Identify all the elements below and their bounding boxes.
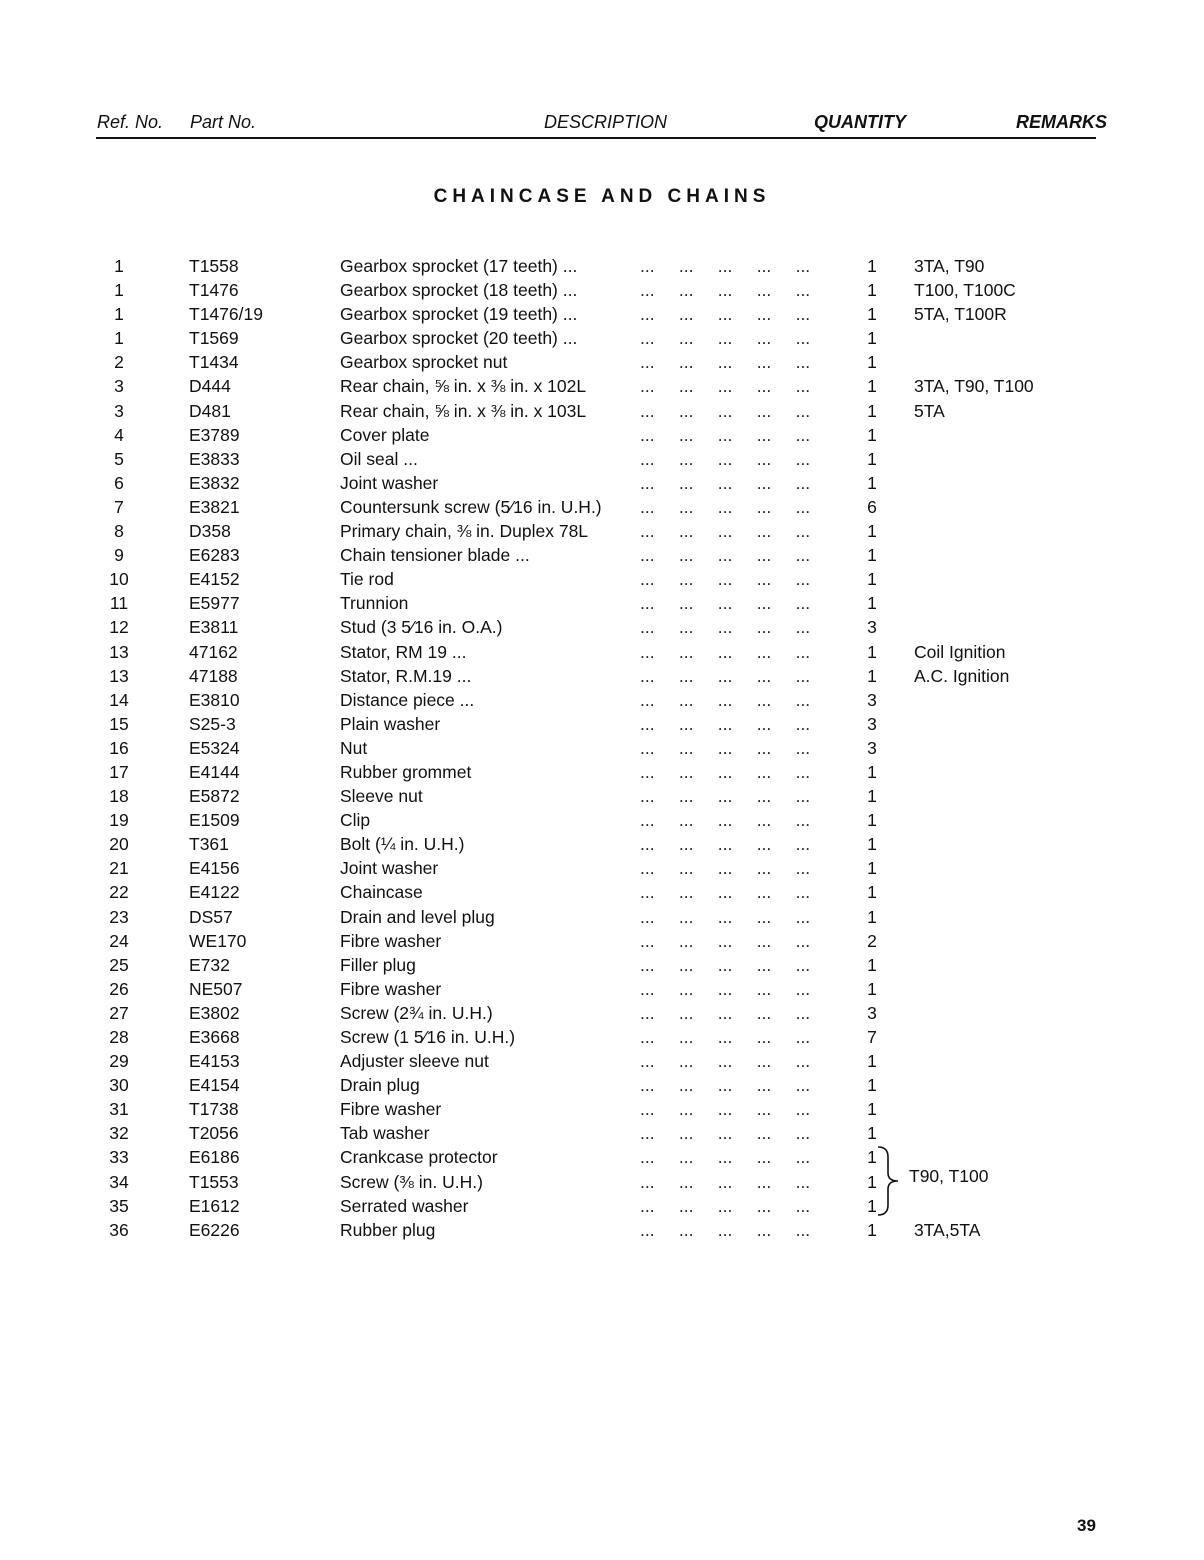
table-row [0, 1147, 1204, 1171]
ref-cell: 19 [109, 810, 129, 831]
part-number-cell: E1509 [189, 810, 240, 831]
part-number-cell: E4156 [189, 858, 240, 879]
leader-dots: ... ... ... ... ... [640, 1075, 811, 1096]
leader-dots: ... ... ... ... ... [640, 954, 811, 975]
ref-cell: 35 [109, 1195, 129, 1216]
part-number-cell: D481 [189, 400, 231, 421]
quantity-cell: 1 [867, 882, 877, 903]
description-cell: Gearbox sprocket nut [340, 352, 508, 373]
remarks-cell: 5TA, T100R [914, 304, 1007, 325]
part-number-cell: E5324 [189, 737, 240, 758]
table-row [0, 1075, 1204, 1099]
leader-dots: ... ... ... ... ... [640, 1123, 811, 1144]
description-cell: Fibre washer [340, 978, 442, 999]
remarks-cell: A.C. Ignition [914, 665, 1010, 686]
remarks-cell: 3TA, T90 [914, 256, 985, 276]
leader-dots: ... ... ... ... ... [640, 1147, 811, 1168]
table-row [0, 810, 1204, 834]
part-number-cell: D444 [189, 376, 231, 397]
quantity-cell: 1 [867, 761, 877, 782]
description-cell: Rubber grommet [340, 761, 472, 782]
description-cell: Screw (1 5⁄16 in. U.H.) [340, 1027, 516, 1047]
ref-cell: 14 [109, 689, 129, 710]
table-row [0, 762, 1204, 786]
leader-dots: ... ... ... ... ... [640, 521, 811, 542]
description-cell: Crankcase protector [340, 1147, 498, 1168]
quantity-cell: 7 [867, 1027, 877, 1047]
ref-cell: 12 [109, 617, 129, 638]
table-row [0, 1051, 1204, 1075]
quantity-cell: 1 [867, 1147, 877, 1168]
leader-dots: ... ... ... ... ... [640, 424, 811, 445]
page-number: 39 [1077, 1516, 1096, 1535]
ref-cell: 23 [109, 906, 129, 927]
table-row [0, 1123, 1204, 1147]
ref-cell: 2 [114, 352, 124, 373]
ref-cell: 22 [109, 882, 129, 903]
leader-dots: ... ... ... ... ... [640, 786, 811, 807]
ref-cell: 26 [109, 978, 129, 999]
ref-cell: 5 [114, 448, 124, 469]
quantity-cell: 1 [867, 352, 877, 373]
table-row [0, 1003, 1204, 1027]
part-number-cell: T1738 [189, 1099, 239, 1120]
description-cell: Sleeve nut [340, 786, 423, 807]
quantity-cell: 2 [867, 930, 877, 951]
leader-dots: ... ... ... ... ... [640, 737, 811, 758]
leader-dots: ... ... ... ... ... [640, 930, 811, 951]
leader-dots: ... ... ... ... ... [640, 569, 811, 590]
quantity-cell: 6 [867, 496, 877, 517]
table-row [0, 786, 1204, 810]
description-cell: Primary chain, ⅜ in. Duplex 78L [340, 521, 589, 542]
quantity-cell: 1 [867, 641, 877, 662]
part-number-cell: T1434 [189, 352, 239, 373]
leader-dots: ... ... ... ... ... [640, 448, 811, 469]
table-row [0, 931, 1204, 955]
description-cell: Rear chain, ⅝ in. x ⅜ in. x 103L [340, 400, 587, 421]
header-ref-no: Ref. No. [97, 112, 164, 132]
leader-dots: ... ... ... ... ... [640, 280, 811, 301]
header-description: DESCRIPTION [544, 112, 668, 132]
header-remarks: REMARKS [1016, 112, 1108, 132]
part-number-cell: T1558 [189, 256, 239, 276]
bracket-brace [876, 1145, 902, 1217]
leader-dots: ... ... ... ... ... [640, 1195, 811, 1216]
description-cell: Joint washer [340, 472, 439, 493]
remarks-cell: T100, T100C [914, 280, 1016, 301]
part-number-cell: E3821 [189, 496, 240, 517]
part-number-cell: E4144 [189, 761, 240, 782]
table-row [0, 834, 1204, 858]
quantity-cell: 1 [867, 448, 877, 469]
table-row [0, 1220, 1204, 1244]
ref-cell: 10 [109, 569, 129, 590]
description-cell: Gearbox sprocket (20 teeth) ... [340, 328, 578, 349]
description-cell: Drain plug [340, 1075, 420, 1096]
part-number-cell: 47162 [189, 641, 238, 662]
leader-dots: ... ... ... ... ... [640, 256, 811, 276]
ref-cell: 1 [114, 304, 124, 325]
leader-dots: ... ... ... ... ... [640, 689, 811, 710]
quantity-cell: 1 [867, 400, 877, 421]
part-number-cell: E6226 [189, 1219, 240, 1240]
table-row [0, 280, 1204, 304]
part-number-cell: E4153 [189, 1051, 240, 1072]
quantity-cell: 3 [867, 713, 877, 734]
description-cell: Gearbox sprocket (18 teeth) ... [340, 280, 578, 301]
quantity-cell: 1 [867, 328, 877, 349]
description-cell: Stud (3 5⁄16 in. O.A.) [340, 617, 503, 638]
ref-cell: 28 [109, 1027, 129, 1047]
table-row [0, 1172, 1204, 1196]
description-cell: Trunnion [340, 593, 409, 614]
ref-cell: 1 [114, 256, 124, 276]
quantity-cell: 1 [867, 1219, 877, 1240]
description-cell: Filler plug [340, 954, 416, 975]
description-cell: Countersunk screw (5⁄16 in. U.H.) [340, 496, 602, 517]
quantity-cell: 1 [867, 304, 877, 325]
part-number-cell: E3811 [189, 617, 239, 638]
ref-cell: 3 [114, 376, 124, 397]
part-number-cell: DS57 [189, 906, 233, 927]
table-row [0, 497, 1204, 521]
ref-cell: 9 [114, 545, 124, 566]
description-cell: Adjuster sleeve nut [340, 1051, 489, 1072]
table-row [0, 955, 1204, 979]
ref-cell: 18 [109, 786, 129, 807]
header-rule [96, 137, 1096, 139]
table-row [0, 352, 1204, 376]
quantity-cell: 3 [867, 689, 877, 710]
table-row [0, 1099, 1204, 1123]
leader-dots: ... ... ... ... ... [640, 641, 811, 662]
quantity-cell: 1 [867, 1099, 877, 1120]
description-cell: Stator, R.M.19 ... [340, 665, 472, 686]
quantity-cell: 3 [867, 737, 877, 758]
description-cell: Fibre washer [340, 930, 442, 951]
quantity-cell: 1 [867, 665, 877, 686]
leader-dots: ... ... ... ... ... [640, 882, 811, 903]
leader-dots: ... ... ... ... ... [640, 472, 811, 493]
ref-cell: 24 [109, 930, 129, 951]
header-quantity: QUANTITY [814, 112, 906, 132]
ref-cell: 36 [109, 1219, 129, 1240]
table-row [0, 256, 1204, 280]
quantity-cell: 1 [867, 858, 877, 879]
description-cell: Distance piece ... [340, 689, 475, 710]
quantity-cell: 1 [867, 1195, 877, 1216]
quantity-cell: 1 [867, 1075, 877, 1096]
quantity-cell: 1 [867, 569, 877, 590]
ref-cell: 3 [114, 400, 124, 421]
description-cell: Chaincase [340, 882, 423, 903]
part-number-cell: E1612 [189, 1195, 240, 1216]
part-number-cell: T1569 [189, 328, 239, 349]
quantity-cell: 1 [867, 376, 877, 397]
part-number-cell: T1476 [189, 280, 239, 301]
ref-cell: 1 [114, 280, 124, 301]
quantity-cell: 1 [867, 424, 877, 445]
part-number-cell: S25-3 [189, 713, 236, 734]
table-row [0, 714, 1204, 738]
description-cell: Nut [340, 737, 368, 758]
quantity-cell: 3 [867, 1002, 877, 1023]
ref-cell: 21 [109, 858, 129, 879]
description-cell: Drain and level plug [340, 906, 495, 927]
part-number-cell: T1476/19 [189, 304, 263, 325]
table-row [0, 617, 1204, 641]
description-cell: Tie rod [340, 569, 394, 590]
ref-cell: 27 [109, 1002, 129, 1023]
quantity-cell: 1 [867, 978, 877, 999]
quantity-cell: 1 [867, 834, 877, 855]
leader-dots: ... ... ... ... ... [640, 665, 811, 686]
description-cell: Chain tensioner blade ... [340, 545, 530, 566]
leader-dots: ... ... ... ... ... [640, 400, 811, 421]
table-row [0, 328, 1204, 352]
ref-cell: 29 [109, 1051, 129, 1072]
table-row [0, 666, 1204, 690]
table-row [0, 690, 1204, 714]
description-cell: Rubber plug [340, 1219, 436, 1240]
quantity-cell: 1 [867, 545, 877, 566]
part-number-cell: E4122 [189, 882, 240, 903]
description-cell: Gearbox sprocket (17 teeth) ... [340, 256, 578, 276]
ref-cell: 25 [109, 954, 129, 975]
ref-cell: 33 [109, 1147, 129, 1168]
table-row [0, 642, 1204, 666]
remarks-cell: 3TA,5TA [914, 1219, 981, 1240]
quantity-cell: 1 [867, 521, 877, 542]
part-number-cell: E3789 [189, 424, 240, 445]
ref-cell: 11 [109, 593, 129, 614]
table-row [0, 882, 1204, 906]
ref-cell: 8 [114, 521, 124, 542]
leader-dots: ... ... ... ... ... [640, 545, 811, 566]
header-part-no: Part No. [190, 112, 257, 132]
leader-dots: ... ... ... ... ... [640, 1099, 811, 1120]
table-row [0, 1196, 1204, 1220]
quantity-cell: 1 [867, 256, 877, 276]
leader-dots: ... ... ... ... ... [640, 1171, 811, 1192]
table-row [0, 376, 1204, 400]
leader-dots: ... ... ... ... ... [640, 376, 811, 397]
leader-dots: ... ... ... ... ... [640, 834, 811, 855]
ref-cell: 17 [109, 761, 129, 782]
quantity-cell: 1 [867, 1171, 877, 1192]
description-cell: Oil seal ... [340, 448, 418, 469]
ref-cell: 20 [109, 834, 129, 855]
description-cell: Serrated washer [340, 1195, 469, 1216]
part-number-cell: E3802 [189, 1002, 240, 1023]
part-number-cell: E6283 [189, 545, 240, 566]
ref-cell: 30 [109, 1075, 129, 1096]
table-row [0, 473, 1204, 497]
description-cell: Screw (2¾ in. U.H.) [340, 1002, 493, 1023]
description-cell: Joint washer [340, 858, 439, 879]
quantity-cell: 1 [867, 906, 877, 927]
leader-dots: ... ... ... ... ... [640, 328, 811, 349]
quantity-cell: 1 [867, 1123, 877, 1144]
leader-dots: ... ... ... ... ... [640, 713, 811, 734]
ref-cell: 31 [109, 1099, 129, 1120]
leader-dots: ... ... ... ... ... [640, 593, 811, 614]
part-number-cell: T2056 [189, 1123, 239, 1144]
quantity-cell: 1 [867, 280, 877, 301]
quantity-cell: 1 [867, 1051, 877, 1072]
part-number-cell: E5872 [189, 786, 240, 807]
leader-dots: ... ... ... ... ... [640, 906, 811, 927]
part-number-cell: E6186 [189, 1147, 240, 1168]
description-cell: Screw (⅜ in. U.H.) [340, 1171, 483, 1192]
part-number-cell: E4154 [189, 1075, 240, 1096]
table-row [0, 304, 1204, 328]
table-row [0, 569, 1204, 593]
description-cell: Gearbox sprocket (19 teeth) ... [340, 304, 578, 325]
part-number-cell: E4152 [189, 569, 240, 590]
table-row [0, 401, 1204, 425]
quantity-cell: 3 [867, 617, 877, 638]
leader-dots: ... ... ... ... ... [640, 858, 811, 879]
ref-cell: 32 [109, 1123, 129, 1144]
part-number-cell: E5977 [189, 593, 240, 614]
table-row [0, 738, 1204, 762]
table-row [0, 449, 1204, 473]
ref-cell: 13 [109, 641, 129, 662]
description-cell: Bolt (¼ in. U.H.) [340, 834, 465, 855]
part-number-cell: E3832 [189, 472, 240, 493]
table-row [0, 979, 1204, 1003]
part-number-cell: 47188 [189, 665, 238, 686]
ref-cell: 13 [109, 665, 129, 686]
table-row [0, 521, 1204, 545]
ref-cell: 34 [109, 1171, 129, 1192]
quantity-cell: 1 [867, 593, 877, 614]
part-number-cell: E3833 [189, 448, 240, 469]
remarks-cell: 3TA, T90, T100 [914, 376, 1034, 397]
description-cell: Fibre washer [340, 1099, 442, 1120]
description-cell: Cover plate [340, 424, 430, 445]
leader-dots: ... ... ... ... ... [640, 761, 811, 782]
quantity-cell: 1 [867, 786, 877, 807]
ref-cell: 6 [114, 472, 124, 493]
table-row [0, 425, 1204, 449]
table-row [0, 545, 1204, 569]
description-cell: Clip [340, 810, 371, 831]
table-row [0, 858, 1204, 882]
ref-cell: 4 [114, 424, 124, 445]
leader-dots: ... ... ... ... ... [640, 617, 811, 638]
leader-dots: ... ... ... ... ... [640, 1219, 811, 1240]
part-number-cell: E3668 [189, 1027, 240, 1047]
parts-list [0, 256, 1204, 1244]
part-number-cell: T1553 [189, 1171, 239, 1192]
leader-dots: ... ... ... ... ... [640, 352, 811, 373]
leader-dots: ... ... ... ... ... [640, 1051, 811, 1072]
part-number-cell: E3810 [189, 689, 240, 710]
leader-dots: ... ... ... ... ... [640, 1027, 811, 1047]
part-number-cell: WE170 [189, 930, 247, 951]
quantity-cell: 1 [867, 954, 877, 975]
ref-cell: 16 [109, 737, 129, 758]
part-number-cell: D358 [189, 521, 231, 542]
leader-dots: ... ... ... ... ... [640, 304, 811, 325]
leader-dots: ... ... ... ... ... [640, 1002, 811, 1023]
description-cell: Stator, RM 19 ... [340, 641, 467, 662]
table-row [0, 907, 1204, 931]
table-row [0, 593, 1204, 617]
part-number-cell: E732 [189, 954, 230, 975]
ref-cell: 15 [109, 713, 129, 734]
part-number-cell: NE507 [189, 978, 243, 999]
leader-dots: ... ... ... ... ... [640, 978, 811, 999]
leader-dots: ... ... ... ... ... [640, 496, 811, 517]
bracket-remark: T90, T100 [909, 1166, 989, 1186]
table-row [0, 1027, 1204, 1051]
remarks-cell: 5TA [914, 400, 945, 421]
description-cell: Plain washer [340, 713, 441, 734]
part-number-cell: T361 [189, 834, 229, 855]
description-cell: Tab washer [340, 1123, 430, 1144]
ref-cell: 7 [114, 496, 124, 517]
description-cell: Rear chain, ⅝ in. x ⅜ in. x 102L [340, 376, 587, 397]
ref-cell: 1 [114, 328, 124, 349]
quantity-cell: 1 [867, 472, 877, 493]
leader-dots: ... ... ... ... ... [640, 810, 811, 831]
remarks-cell: Coil Ignition [914, 641, 1006, 662]
section-title: CHAINCASE AND CHAINS [433, 186, 771, 207]
quantity-cell: 1 [867, 810, 877, 831]
